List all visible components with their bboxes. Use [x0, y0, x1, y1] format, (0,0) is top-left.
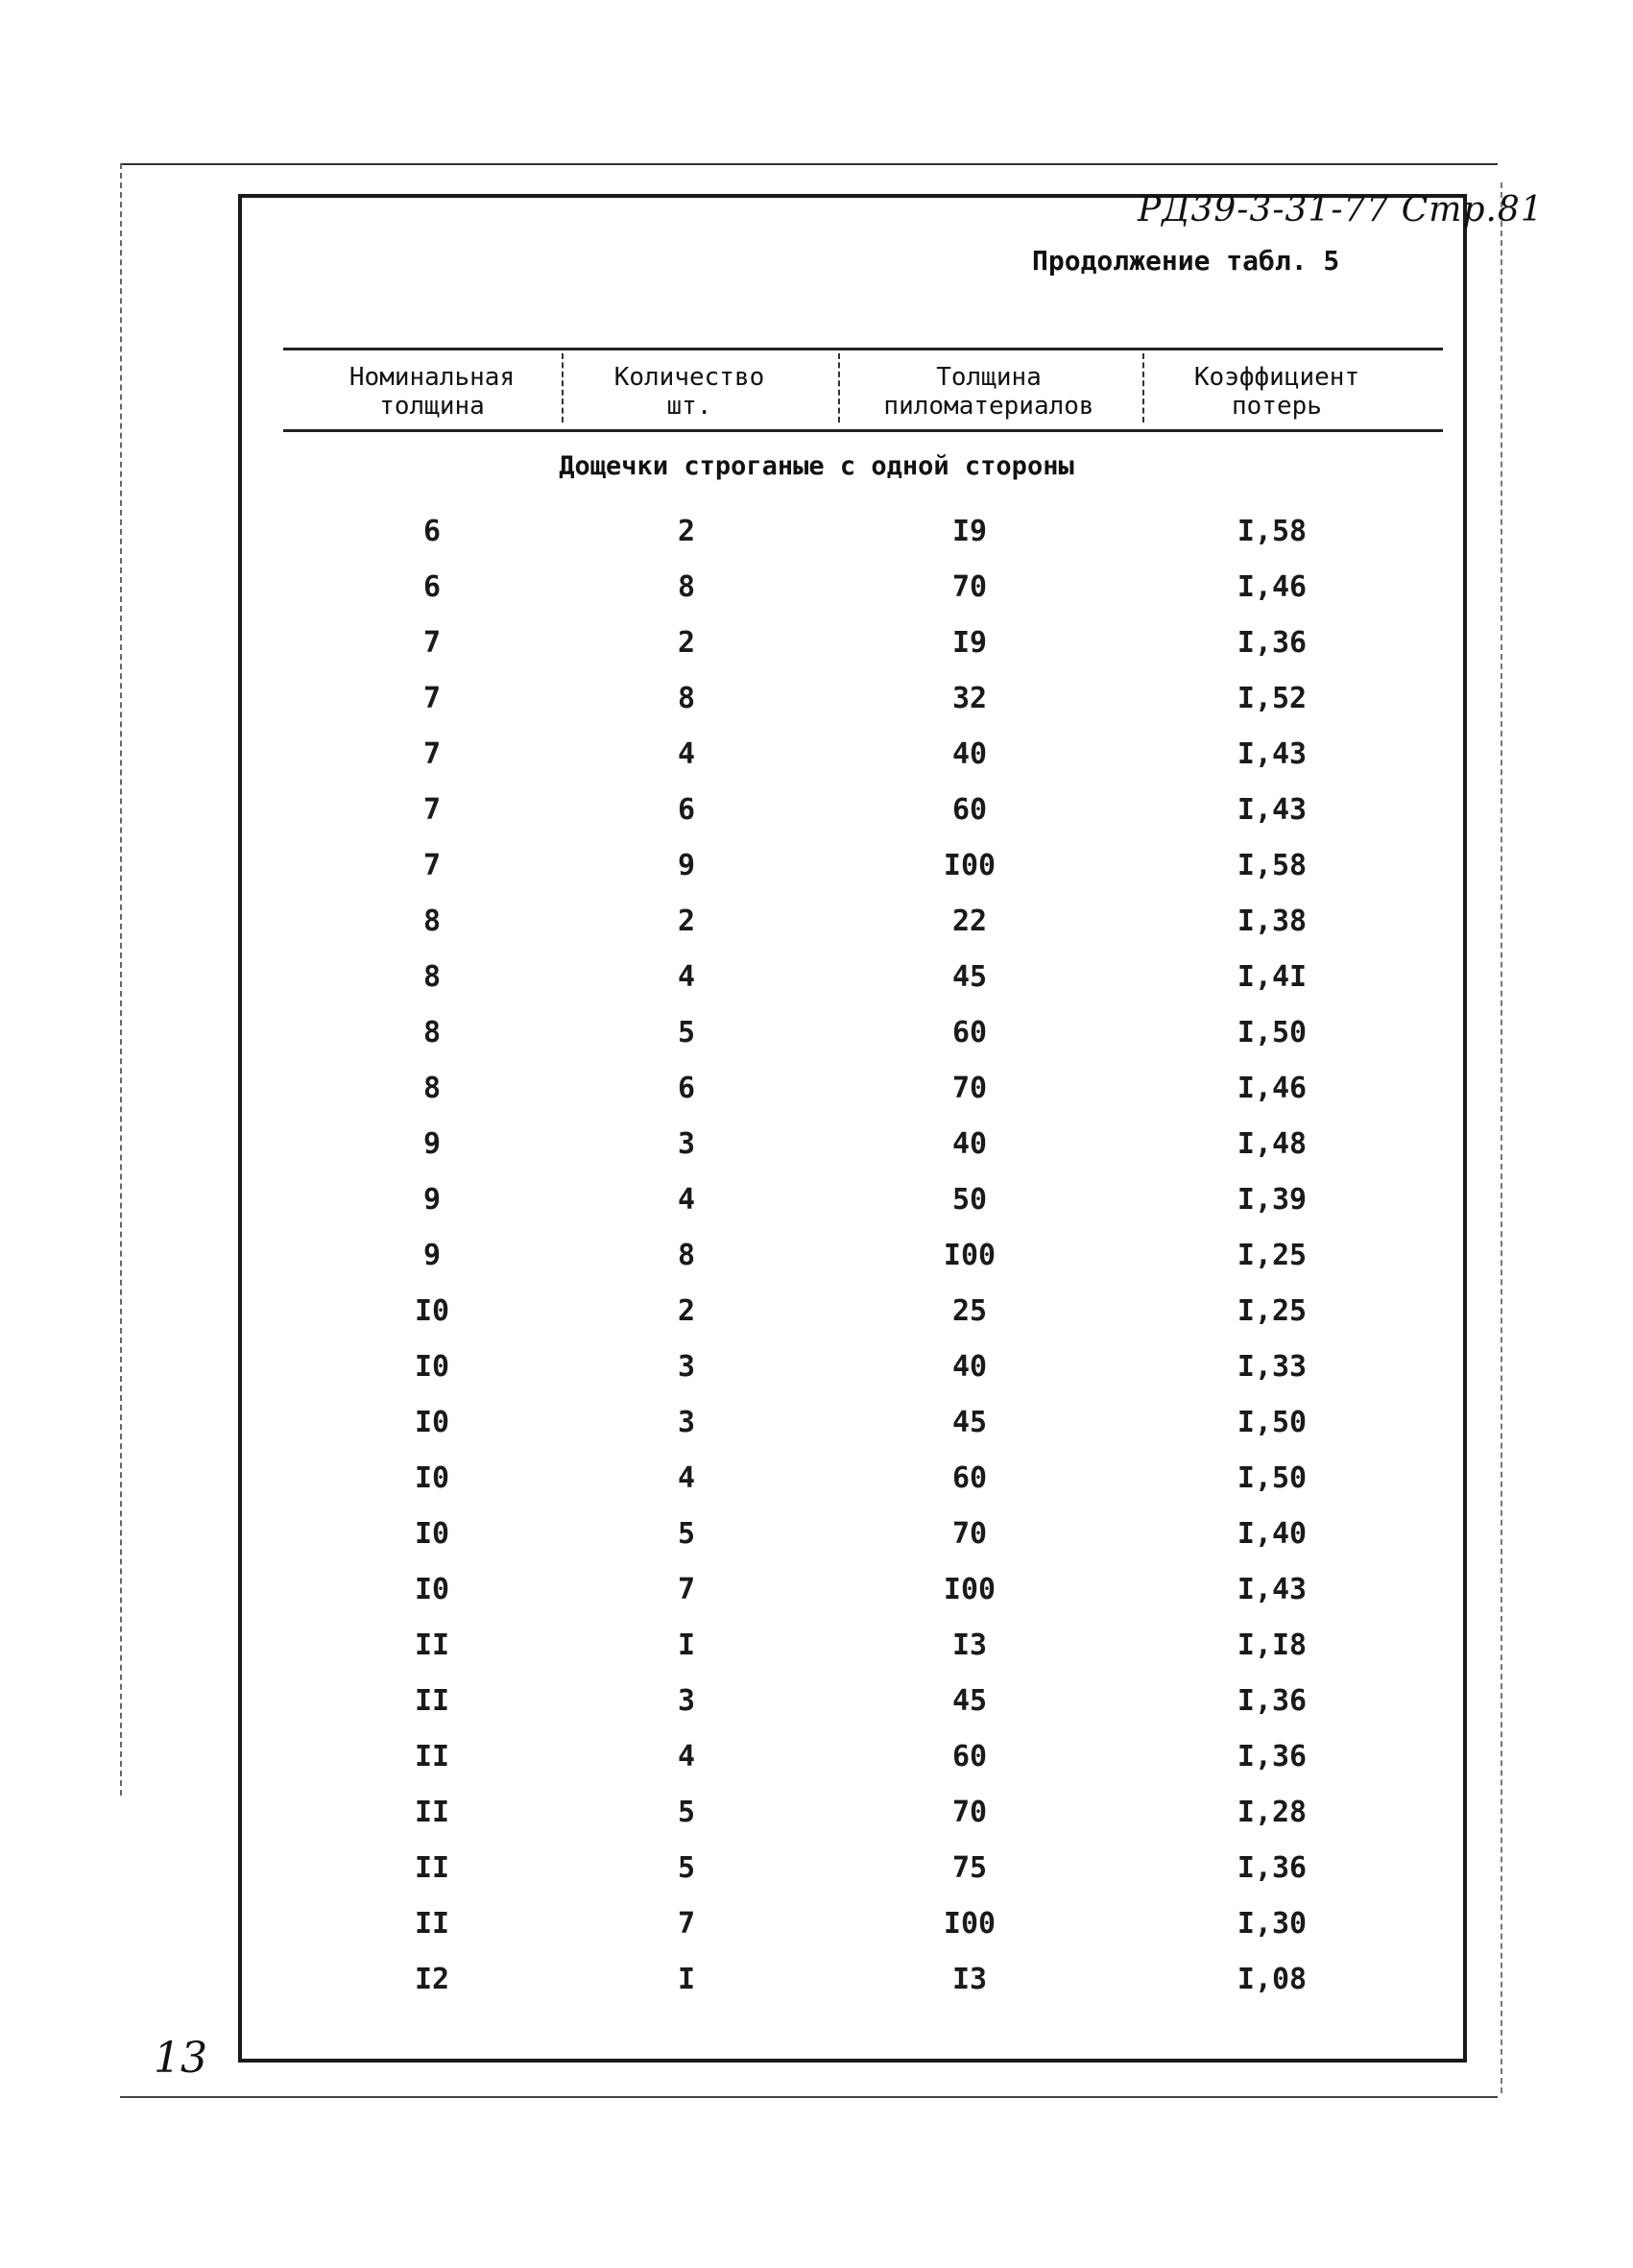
cell-nominal-thickness: 8: [422, 905, 442, 938]
cell-quantity: 4: [677, 1740, 696, 1773]
table-row: [0, 1228, 1633, 1284]
cell-quantity: 5: [677, 1796, 696, 1829]
cell-loss-coefficient: I,48: [1237, 1127, 1308, 1161]
cell-nominal-thickness: I0: [414, 1406, 450, 1439]
table-caption: Продолжение табл. 5: [1032, 245, 1340, 277]
cell-loss-coefficient: I,36: [1237, 1851, 1308, 1885]
cell-nominal-thickness: II: [414, 1740, 450, 1773]
cell-lumber-thickness: 60: [951, 793, 988, 827]
header-line: толщина: [379, 392, 485, 421]
cell-nominal-thickness: I0: [414, 1294, 450, 1328]
cell-lumber-thickness: 45: [951, 1684, 988, 1718]
cell-quantity: 5: [677, 1851, 696, 1885]
table-row: [0, 1339, 1633, 1395]
cell-nominal-thickness: 8: [422, 960, 442, 994]
cell-loss-coefficient: I,39: [1237, 1183, 1308, 1217]
table-row: [0, 894, 1633, 950]
cell-nominal-thickness: 9: [422, 1127, 442, 1161]
cell-loss-coefficient: I,50: [1237, 1016, 1308, 1050]
cell-quantity: 3: [677, 1406, 696, 1439]
table-row: [0, 1507, 1633, 1562]
table-row: [0, 1562, 1633, 1618]
cell-quantity: 8: [677, 570, 696, 604]
table-row: [0, 1451, 1633, 1507]
cell-lumber-thickness: I00: [943, 849, 997, 882]
header-line: Номинальная: [348, 363, 516, 392]
table-body: [0, 504, 1633, 2008]
cell-lumber-thickness: 60: [951, 1016, 988, 1050]
cell-nominal-thickness: I0: [414, 1573, 450, 1606]
cell-nominal-thickness: 8: [422, 1072, 442, 1105]
section-title: Дощечки строганые с одной стороны: [559, 451, 1074, 481]
cell-nominal-thickness: 7: [422, 682, 442, 715]
cell-nominal-thickness: 8: [422, 1016, 442, 1050]
cell-quantity: I: [677, 1963, 696, 1996]
table-row: [0, 1395, 1633, 1451]
cell-lumber-thickness: I3: [951, 1629, 988, 1662]
page-number: 13: [154, 2034, 207, 2083]
header-loss-coefficient: [1162, 363, 1392, 421]
cell-quantity: 4: [677, 1183, 696, 1217]
cell-loss-coefficient: I,08: [1237, 1963, 1308, 1996]
cell-loss-coefficient: I,43: [1237, 737, 1308, 771]
outer-frame-top: [120, 163, 1498, 165]
table-row: [0, 727, 1633, 783]
cell-nominal-thickness: 9: [422, 1183, 442, 1217]
table-row: [0, 560, 1633, 615]
cell-quantity: 2: [677, 1294, 696, 1328]
cell-lumber-thickness: 70: [951, 1517, 988, 1551]
cell-loss-coefficient: I,4I: [1237, 960, 1308, 994]
cell-quantity: 9: [677, 849, 696, 882]
cell-nominal-thickness: I0: [414, 1461, 450, 1495]
table-top-rule: [283, 348, 1443, 350]
cell-lumber-thickness: I00: [943, 1239, 997, 1272]
table-row: [0, 1172, 1633, 1228]
table-row: [0, 671, 1633, 727]
cell-quantity: 8: [677, 682, 696, 715]
header-line: потерь: [1232, 392, 1322, 421]
cell-quantity: 3: [677, 1684, 696, 1718]
cell-loss-coefficient: I,36: [1237, 1740, 1308, 1773]
header-line: шт.: [666, 392, 712, 421]
cell-nominal-thickness: II: [414, 1907, 450, 1941]
header-lumber-thickness: [845, 363, 1133, 421]
header-bottom-rule: [283, 429, 1443, 432]
column-separator: [562, 353, 564, 422]
header-nominal-thickness: [317, 363, 547, 421]
table-row: [0, 950, 1633, 1005]
cell-lumber-thickness: I00: [943, 1573, 997, 1606]
cell-nominal-thickness: 6: [422, 515, 442, 548]
cell-lumber-thickness: I9: [951, 515, 988, 548]
cell-quantity: 2: [677, 515, 696, 548]
cell-nominal-thickness: 7: [422, 849, 442, 882]
table-row: [0, 1061, 1633, 1117]
cell-quantity: 5: [677, 1016, 696, 1050]
cell-lumber-thickness: I00: [943, 1907, 997, 1941]
cell-loss-coefficient: I,58: [1237, 515, 1308, 548]
cell-nominal-thickness: II: [414, 1796, 450, 1829]
table-row: [0, 1896, 1633, 1952]
cell-loss-coefficient: I,25: [1237, 1239, 1308, 1272]
cell-quantity: 8: [677, 1239, 696, 1272]
outer-frame-bottom: [120, 2096, 1498, 2098]
cell-lumber-thickness: 60: [951, 1740, 988, 1773]
cell-lumber-thickness: I3: [951, 1963, 988, 1996]
document-code: РД39-3-31-77 Стр.81: [1138, 190, 1544, 229]
cell-loss-coefficient: I,50: [1237, 1406, 1308, 1439]
cell-loss-coefficient: I,46: [1237, 1072, 1308, 1105]
table-row: [0, 1005, 1633, 1061]
table-row: [0, 1674, 1633, 1729]
cell-loss-coefficient: I,36: [1237, 626, 1308, 660]
cell-quantity: 2: [677, 905, 696, 938]
table-row: [0, 1618, 1633, 1674]
cell-loss-coefficient: I,43: [1237, 793, 1308, 827]
cell-lumber-thickness: 40: [951, 1127, 988, 1161]
cell-nominal-thickness: 7: [422, 626, 442, 660]
cell-quantity: 5: [677, 1517, 696, 1551]
cell-lumber-thickness: 60: [951, 1461, 988, 1495]
table-row: [0, 838, 1633, 894]
cell-lumber-thickness: 70: [951, 1072, 988, 1105]
table-row: [0, 1117, 1633, 1172]
cell-lumber-thickness: 32: [951, 682, 988, 715]
cell-lumber-thickness: 75: [951, 1851, 988, 1885]
cell-nominal-thickness: I0: [414, 1350, 450, 1384]
table-row: [0, 1952, 1633, 2008]
cell-loss-coefficient: I,40: [1237, 1517, 1308, 1551]
cell-nominal-thickness: II: [414, 1851, 450, 1885]
table-row: [0, 615, 1633, 671]
cell-loss-coefficient: I,28: [1237, 1796, 1308, 1829]
cell-loss-coefficient: I,46: [1237, 570, 1308, 604]
header-line: Количество: [613, 363, 765, 392]
cell-quantity: 4: [677, 737, 696, 771]
cell-loss-coefficient: I,33: [1237, 1350, 1308, 1384]
cell-loss-coefficient: I,52: [1237, 682, 1308, 715]
cell-nominal-thickness: 9: [422, 1239, 442, 1272]
cell-loss-coefficient: I,25: [1237, 1294, 1308, 1328]
cell-quantity: 4: [677, 1461, 696, 1495]
cell-loss-coefficient: I,36: [1237, 1684, 1308, 1718]
cell-lumber-thickness: 40: [951, 737, 988, 771]
cell-nominal-thickness: II: [414, 1684, 450, 1718]
cell-quantity: 6: [677, 1072, 696, 1105]
cell-nominal-thickness: 6: [422, 570, 442, 604]
table-row: [0, 504, 1633, 560]
cell-quantity: 3: [677, 1350, 696, 1384]
cell-lumber-thickness: 45: [951, 960, 988, 994]
column-separator: [1142, 353, 1144, 422]
cell-lumber-thickness: 40: [951, 1350, 988, 1384]
table-row: [0, 1729, 1633, 1785]
cell-quantity: 3: [677, 1127, 696, 1161]
cell-lumber-thickness: 22: [951, 905, 988, 938]
cell-lumber-thickness: 50: [951, 1183, 988, 1217]
cell-quantity: 6: [677, 793, 696, 827]
cell-nominal-thickness: II: [414, 1629, 450, 1662]
cell-quantity: 2: [677, 626, 696, 660]
cell-lumber-thickness: 70: [951, 570, 988, 604]
cell-nominal-thickness: 7: [422, 793, 442, 827]
cell-loss-coefficient: I,38: [1237, 905, 1308, 938]
cell-loss-coefficient: I,I8: [1237, 1629, 1308, 1662]
header-line: пиломатериалов: [883, 392, 1094, 421]
cell-lumber-thickness: 70: [951, 1796, 988, 1829]
header-quantity: [574, 363, 804, 421]
cell-loss-coefficient: I,50: [1237, 1461, 1308, 1495]
header-line: Толщина: [936, 363, 1042, 392]
cell-nominal-thickness: 7: [422, 737, 442, 771]
cell-loss-coefficient: I,43: [1237, 1573, 1308, 1606]
table-row: [0, 783, 1633, 838]
table-row: [0, 1841, 1633, 1896]
header-line: Коэффициент: [1193, 363, 1360, 392]
cell-quantity: 4: [677, 960, 696, 994]
cell-lumber-thickness: I9: [951, 626, 988, 660]
cell-loss-coefficient: I,58: [1237, 849, 1308, 882]
cell-lumber-thickness: 45: [951, 1406, 988, 1439]
table-row: [0, 1284, 1633, 1339]
cell-lumber-thickness: 25: [951, 1294, 988, 1328]
column-separator: [838, 353, 840, 422]
cell-quantity: 7: [677, 1573, 696, 1606]
table-row: [0, 1785, 1633, 1841]
cell-quantity: 7: [677, 1907, 696, 1941]
cell-nominal-thickness: I2: [414, 1963, 450, 1996]
cell-quantity: I: [677, 1629, 696, 1662]
cell-nominal-thickness: I0: [414, 1517, 450, 1551]
cell-loss-coefficient: I,30: [1237, 1907, 1308, 1941]
